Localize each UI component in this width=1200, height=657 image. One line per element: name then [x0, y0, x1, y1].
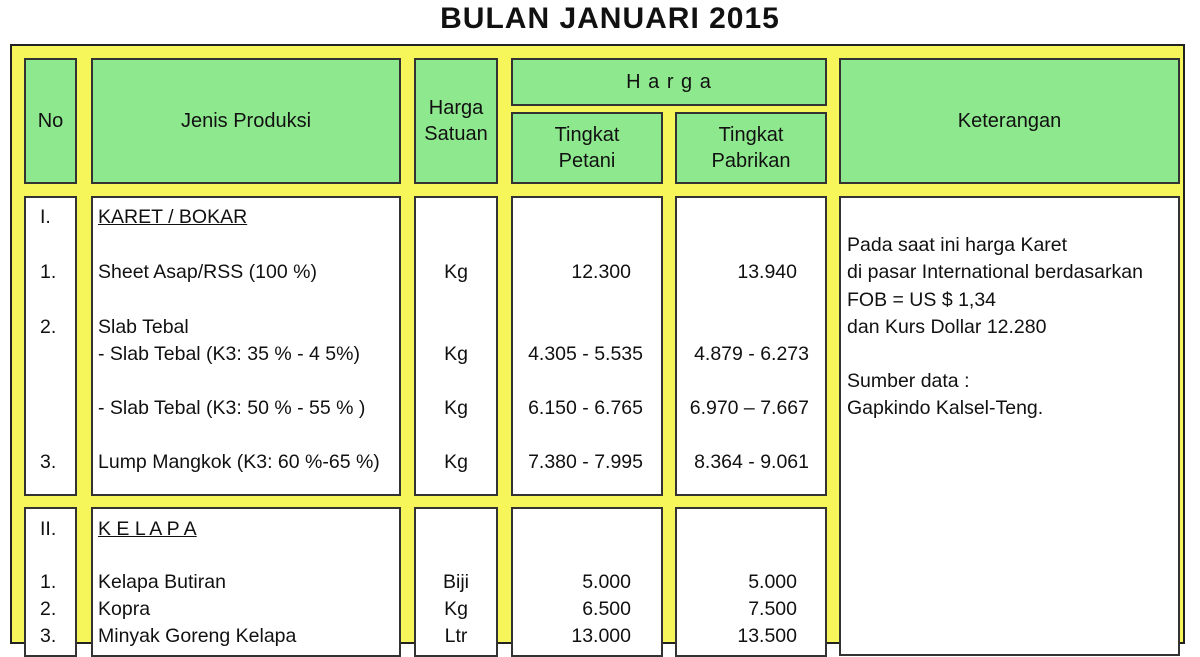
price-table	[10, 44, 1185, 647]
keterangan-line: di pasar International berdasarkan	[847, 261, 1143, 283]
row-petani: 6.150 - 6.765	[528, 397, 643, 419]
row-no: 1.	[40, 261, 57, 283]
row-unit: Kg	[444, 598, 468, 620]
row-item: - Slab Tebal (K3: 50 % - 55 % )	[98, 397, 366, 419]
header-harga-satuan: Harga Satuan	[414, 58, 498, 184]
section2-no: II.	[40, 518, 57, 540]
row-pabrikan: 13.940	[737, 261, 797, 283]
row-unit: Kg	[444, 261, 468, 283]
row-unit: Kg	[444, 451, 468, 473]
row-petani: 13.000	[571, 625, 631, 647]
row-pabrikan: 8.364 - 9.061	[694, 451, 809, 473]
header-jenis-produksi: Jenis Produksi	[91, 58, 401, 184]
row-petani: 4.305 - 5.535	[528, 343, 643, 365]
header-tingkat-pabrikan: Tingkat Pabrikan	[675, 112, 827, 184]
section2-name: K E L A P A	[98, 518, 197, 540]
row-unit: Ltr	[444, 625, 468, 647]
header-harga: H a r g a	[511, 58, 827, 106]
keterangan-line: dan Kurs Dollar 12.280	[847, 316, 1047, 338]
row-item: Minyak Goreng Kelapa	[98, 625, 297, 647]
header-no: No	[24, 58, 77, 184]
row-unit: Kg	[444, 343, 468, 365]
row-pabrikan: 7.500	[748, 598, 797, 620]
row-item: Slab Tebal	[98, 316, 189, 338]
header-keterangan: Keterangan	[839, 58, 1180, 184]
row-no: 3.	[40, 451, 57, 473]
keterangan-line: Pada saat ini harga Karet	[847, 234, 1068, 256]
row-pabrikan: 6.970 – 7.667	[689, 397, 809, 419]
row-no: 3.	[40, 625, 57, 647]
page-title: BULAN JANUARI 2015	[440, 2, 780, 35]
row-item: Kelapa Butiran	[98, 571, 226, 593]
row-petani: 6.500	[582, 598, 631, 620]
row-pabrikan: 5.000	[748, 571, 797, 593]
row-pabrikan: 4.879 - 6.273	[694, 343, 809, 365]
row-unit: Kg	[444, 397, 468, 419]
row-petani: 5.000	[582, 571, 631, 593]
row-item: - Slab Tebal (K3: 35 % - 4 5%)	[98, 343, 360, 365]
row-petani: 7.380 - 7.995	[528, 451, 643, 473]
row-item: Kopra	[98, 598, 151, 620]
section1-name: KARET / BOKAR	[98, 206, 248, 228]
row-unit: Biji	[442, 571, 469, 593]
keterangan-line: FOB = US $ 1,34	[847, 289, 997, 311]
header-tingkat-petani: Tingkat Petani	[511, 112, 663, 184]
keterangan-line: Sumber data :	[847, 370, 970, 392]
row-no: 1.	[40, 571, 57, 593]
row-no: 2.	[40, 316, 57, 338]
row-no: 2.	[40, 598, 57, 620]
row-item: Lump Mangkok (K3: 60 %-65 %)	[98, 451, 380, 473]
row-pabrikan: 13.500	[737, 625, 797, 647]
section1-no: I.	[40, 206, 51, 228]
keterangan-line: Gapkindo Kalsel-Teng.	[847, 397, 1044, 419]
row-item: Sheet Asap/RSS (100 %)	[98, 261, 317, 283]
row-petani: 12.300	[571, 261, 631, 283]
